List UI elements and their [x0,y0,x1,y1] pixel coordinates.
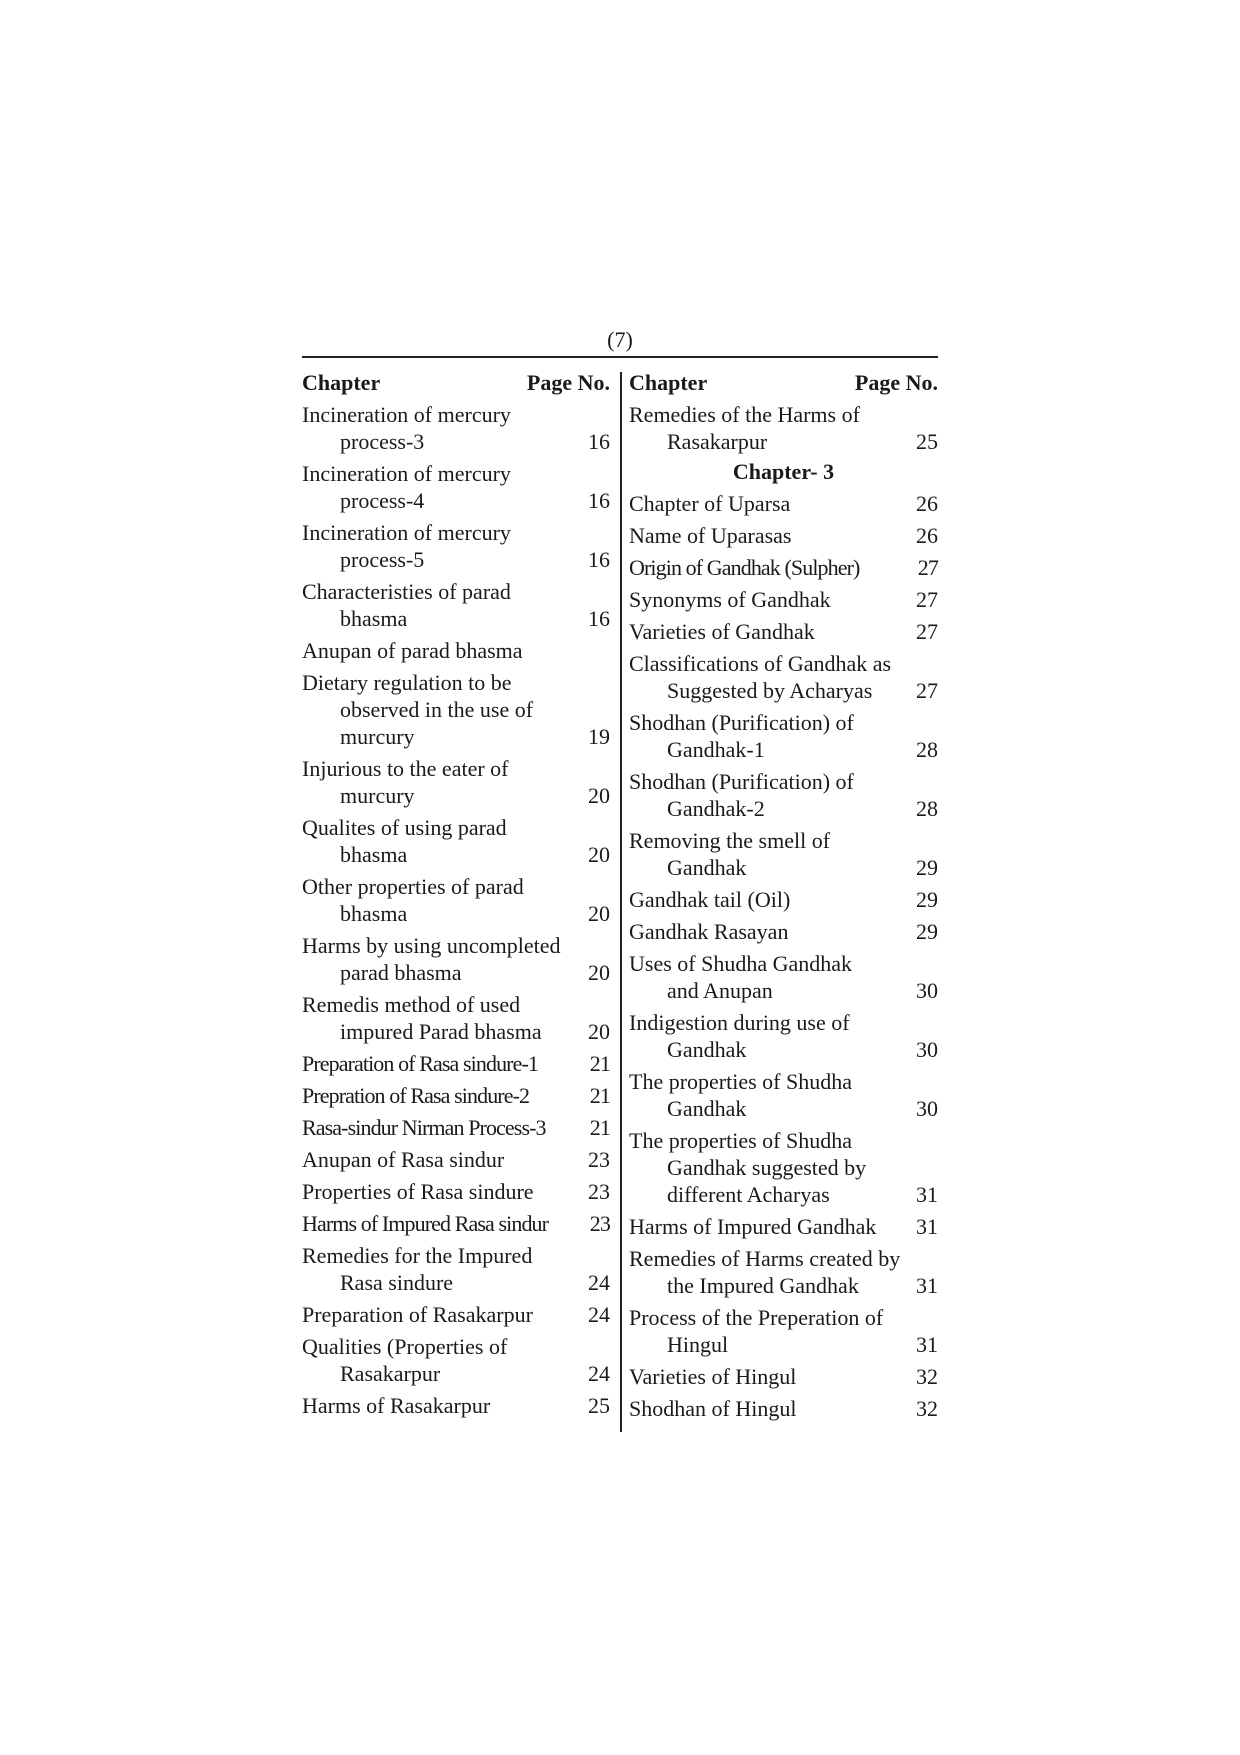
entry-page-number: 16 [588,429,610,454]
toc-entry [629,709,938,763]
entry-page-number: 16 [588,488,610,513]
entry-title-line: Rasakarpur [340,1361,441,1386]
entry-page-number: 20 [588,960,610,985]
entry-page-number: 31 [916,1273,938,1298]
chapter-heading: Chapter [629,370,708,395]
entry-page-number: 16 [588,606,610,631]
toc-entry [629,1395,938,1422]
toc-entry [629,522,938,549]
toc-entry [302,669,610,750]
entry-title-line: Dietary regulation to be [302,670,512,695]
chapter-section-heading: Chapter- 3 [732,459,835,484]
entry-title-line: Indigestion during use of [629,1010,850,1035]
entry-title-line: Suggested by Acharyas [667,678,873,703]
entry-page-number: 20 [588,1019,610,1044]
entry-title-line: The properties of Shudha [629,1128,852,1153]
entry-title-line: Incineration of mercury [302,402,511,427]
entry-title-line: Remedies for the Impured [302,1243,533,1268]
toc-entry [302,1114,610,1141]
entry-page-number: 29 [916,919,938,944]
toc-entry [302,1301,610,1328]
entry-page-number: 25 [916,429,938,454]
entry-title-line: Harms by using uncompleted [302,933,561,958]
entry-page-number: 30 [916,1037,938,1062]
entry-title-line: Shodhan of Hingul [629,1396,797,1421]
entry-page-number: 28 [916,737,938,762]
entry-page-number: 23 [588,1147,610,1172]
entry-page-number: 27 [916,678,938,703]
entry-title-line: and Anupan [667,978,773,1003]
entry-page-number: 31 [916,1332,938,1357]
entry-title-line: Properties of Rasa sindure [302,1179,534,1204]
entry-page-number: 26 [916,491,938,516]
entry-title-line: Synonyms of Gandhak [629,587,831,612]
entry-title-line: Gandhak suggested by [667,1155,867,1180]
toc-entry [302,1146,610,1173]
entry-page-number: 20 [588,783,610,808]
page-no-heading: Page No. [854,370,938,395]
toc-entry [302,401,610,455]
entry-title-line: observed in the use of [340,697,534,722]
entry-title-line: Anupan of Rasa sindur [302,1147,505,1172]
entry-title-line: Chapter of Uparsa [629,491,791,516]
toc-entry [302,637,610,664]
entry-page-number: 27 [916,587,938,612]
entry-page-number: 31 [916,1182,938,1207]
entry-title-line: bhasma [340,606,408,631]
entry-title-line: Hingul [667,1332,729,1357]
entry-title-line: Rasa sindure [340,1270,454,1295]
column-divider [620,372,622,1432]
toc-column-right [629,364,938,1422]
entry-title-line: process-4 [340,488,425,513]
entry-page-number: 28 [916,796,938,821]
entry-page-number: 30 [916,978,938,1003]
entry-title-line: Gandhak-1 [667,737,765,762]
toc-entry [629,650,938,704]
column-header [629,364,938,396]
entry-title-line: Preparation of Rasakarpur [302,1302,533,1327]
toc-entry [302,991,610,1045]
entry-title-line: process-5 [340,547,425,572]
toc-entry [302,932,610,986]
toc-entry [629,1245,938,1299]
toc-entry [302,1333,610,1387]
entry-title-line: Qualities (Properties of [302,1334,508,1359]
entry-page-number: 21 [589,1051,610,1076]
entry-title-line: Anupan of parad bhasma [302,638,523,663]
entry-page-number: 23 [588,1179,610,1204]
entry-title-line: Characteristies of parad [302,579,511,604]
header-rule [302,356,938,358]
toc-entry [629,490,938,517]
entry-title-line: Gandhak [667,855,747,880]
chapter-heading: Chapter [302,370,381,395]
page-number: (7) [607,327,633,352]
toc-entry [302,1050,610,1077]
entry-page-number: 24 [588,1361,610,1386]
entry-title-line: impured Parad bhasma [340,1019,542,1044]
entry-title-line: Harms of Rasakarpur [302,1393,491,1418]
toc-entry [629,768,938,822]
entry-title-line: Injurious to the eater of [302,756,509,781]
entry-title-line: Harms of Impured Rasa sindur [302,1211,549,1236]
entry-page-number: 32 [916,1364,938,1389]
toc-entry [302,460,610,514]
entry-title-line: Origin of Gandhak (Sulpher) [629,555,860,580]
entry-title-line: process-3 [340,429,425,454]
entry-title-line: Gandhak [667,1037,747,1062]
entry-page-number: 20 [588,901,610,926]
toc-entry [629,1304,938,1358]
toc-entry [629,1068,938,1122]
entry-title-line: Remedies of Harms created by [629,1246,901,1271]
entry-title-line: Harms of Impured Gandhak [629,1214,877,1239]
entry-title-line: Rasakarpur [667,429,768,454]
entry-title-line: Prepration of Rasa sindure-2 [302,1083,530,1108]
entry-page-number: 27 [917,555,938,580]
entry-page-number: 29 [916,855,938,880]
toc-entry [629,554,938,581]
entry-page-number: 29 [916,887,938,912]
toc-entry [302,1082,610,1109]
column-header [302,364,610,396]
entry-title-line: Gandhak-2 [667,796,765,821]
entry-title-line: Uses of Shudha Gandhak [629,951,853,976]
entry-title-line: Qualites of using parad [302,815,507,840]
toc-entry [629,827,938,881]
entry-title-line: Gandhak tail (Oil) [629,887,791,912]
page-no-heading: Page No. [526,370,610,395]
entry-page-number: 30 [916,1096,938,1121]
toc-entry [629,918,938,945]
entry-page-number: 23 [589,1211,610,1236]
entry-page-number: 24 [588,1302,610,1327]
toc-entry [629,886,938,913]
entry-page-number: 32 [916,1396,938,1421]
entry-page-number: 25 [588,1393,610,1418]
entry-title-line: Removing the smell of [629,828,831,853]
toc-entry [302,1178,610,1205]
entry-page-number: 26 [916,523,938,548]
entry-title-line: Gandhak [667,1096,747,1121]
entry-title-line: Preparation of Rasa sindure-1 [302,1051,538,1076]
toc-entry [302,873,610,927]
entry-title-line: Remedis method of used [302,992,521,1017]
toc-column-left [302,364,610,1419]
entry-title-line: murcury [340,783,415,808]
toc-entry [629,1213,938,1240]
toc-entry [302,519,610,573]
entry-title-line: different Acharyas [667,1182,830,1207]
entry-title-line: Shodhan (Purification) of [629,710,854,735]
toc-entry [629,1127,938,1208]
toc-entry [629,950,938,1004]
entry-title-line: Other properties of parad [302,874,524,899]
entry-title-line: Classifications of Gandhak as [629,651,892,676]
toc-entry [629,401,938,455]
entry-title-line: Shodhan (Purification) of [629,769,854,794]
entry-title-line: bhasma [340,901,408,926]
entry-page-number: 21 [589,1083,610,1108]
entry-title-line: The properties of Shudha [629,1069,852,1094]
toc-entry [629,1363,938,1390]
entry-page-number: 24 [588,1270,610,1295]
entry-title-line: bhasma [340,842,408,867]
toc-entry [302,1242,610,1296]
entry-page-number: 19 [588,724,610,749]
toc-entry [629,618,938,645]
toc-entry [629,1009,938,1063]
toc-entry [302,1392,610,1419]
entry-title-line: Incineration of mercury [302,461,511,486]
entry-page-number: 16 [588,547,610,572]
entry-page-number: 31 [916,1214,938,1239]
entry-title-line: murcury [340,724,415,749]
entry-title-line: Remedies of the Harms of [629,402,860,427]
entry-title-line: Rasa-sindur Nirman Process-3 [302,1115,546,1140]
entry-title-line: the Impured Gandhak [667,1273,859,1298]
entry-title-line: Name of Uparasas [629,523,792,548]
toc-entry [302,1210,610,1237]
entry-page-number: 20 [588,842,610,867]
toc-entry [302,578,610,632]
toc-entry [629,586,938,613]
entry-title-line: parad bhasma [340,960,462,985]
entry-page-number: 27 [916,619,938,644]
toc-entry [302,755,610,809]
entry-title-line: Incineration of mercury [302,520,511,545]
entry-title-line: Gandhak Rasayan [629,919,789,944]
entry-page-number: 21 [589,1115,610,1140]
toc-entry [302,814,610,868]
entry-title-line: Process of the Preperation of [629,1305,884,1330]
entry-title-line: Varieties of Gandhak [629,619,815,644]
entry-title-line: Varieties of Hingul [629,1364,797,1389]
